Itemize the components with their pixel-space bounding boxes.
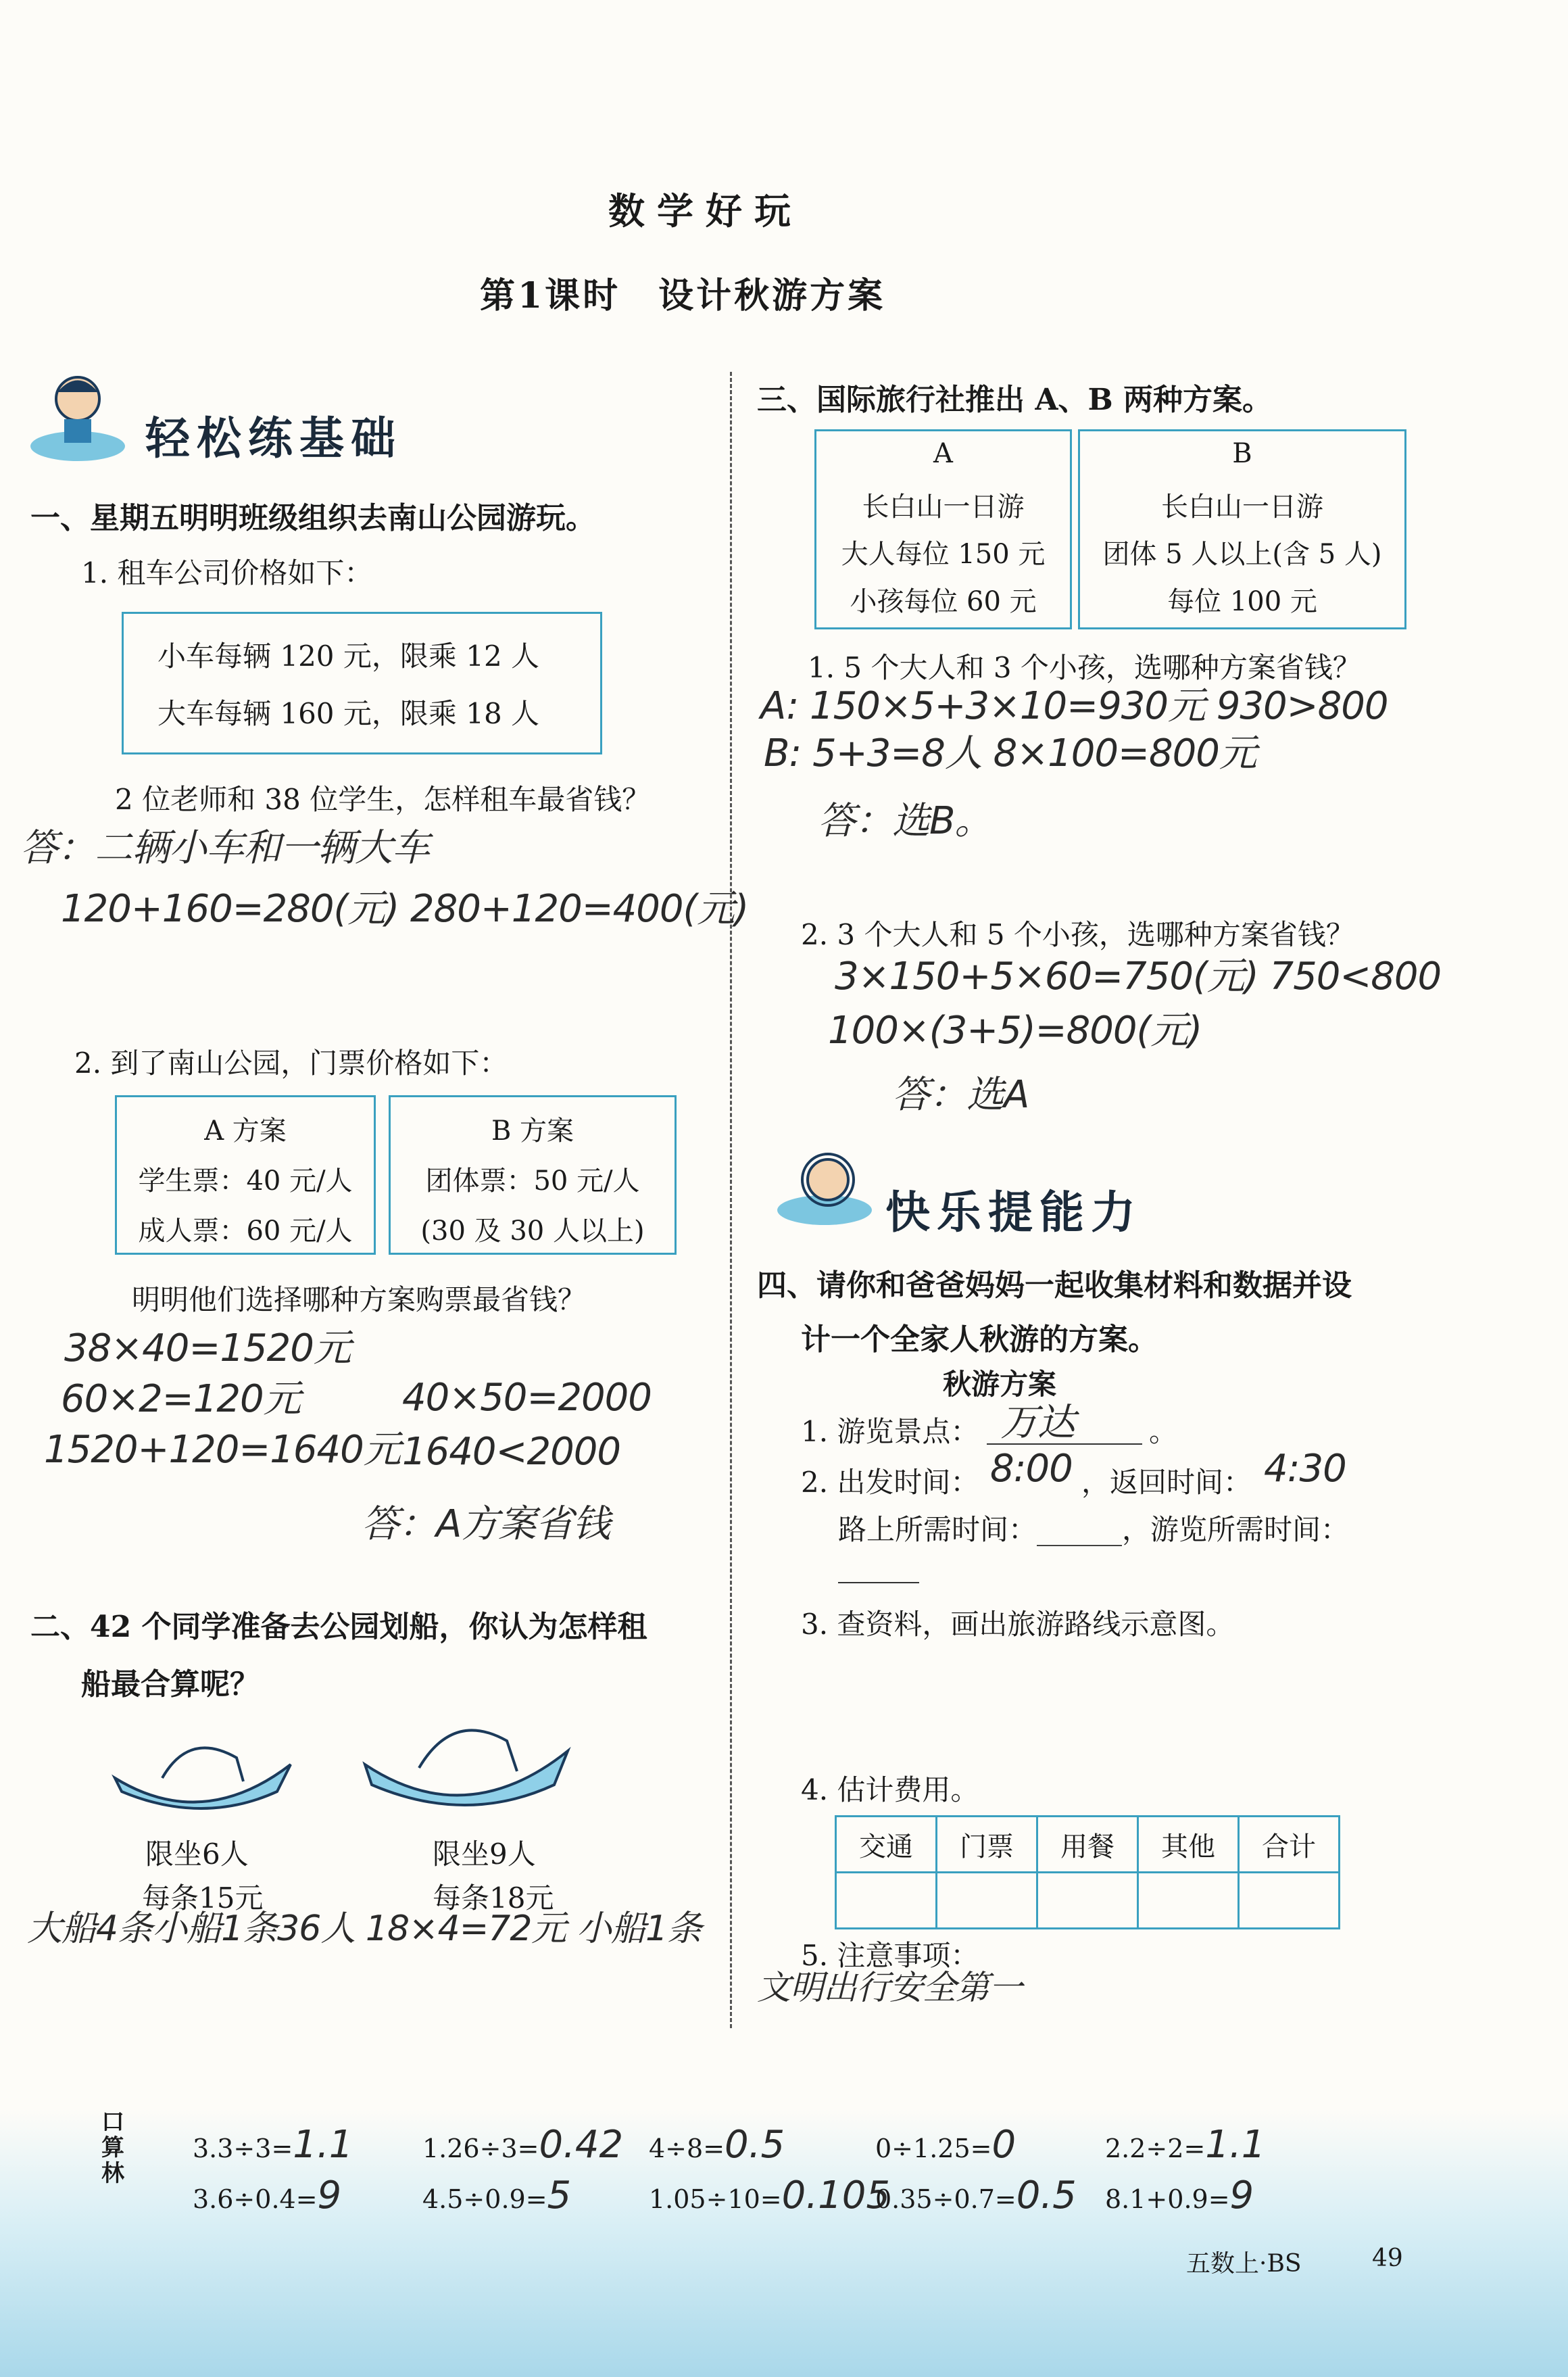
boat-large-price: 每条18元 (433, 1881, 554, 1915)
handwritten-answer: 120+160=280(元) 280+120=400(元) (61, 887, 749, 931)
item-4: 4. 估计费用。 (801, 1773, 979, 1806)
mascot-spaceship-icon (764, 1143, 879, 1237)
item-2c: 路上所需时间：______，游览所需时间： (838, 1513, 1350, 1546)
fee-header: 门票 (937, 1817, 1037, 1873)
q3-heading: 三、国际旅行社推出 A、B 两种方案。 (757, 383, 1272, 417)
car-price-box (122, 612, 602, 754)
handwritten-answer: 答：选A (892, 1073, 1029, 1117)
page-number: 49 (1372, 2244, 1403, 2272)
car-big-price: 大车每辆 160 元，限乘 18 人 (157, 697, 540, 730)
q2-heading: 二、42 个同学准备去公园划船，你认为怎样租 (30, 1610, 647, 1644)
plan-a-student: 学生票：40 元/人 (138, 1166, 353, 1197)
page-title: 数学好玩 (608, 189, 803, 233)
calc-label: 口算林 (101, 2109, 124, 2187)
calc-item: 3.3÷3=1.1 (193, 2123, 353, 2167)
q1-heading: 一、星期五明明班级组织去南山公园游玩。 (30, 501, 595, 535)
car-small-price: 小车每辆 120 元，限乘 12 人 (157, 640, 540, 673)
fee-header: 用餐 (1037, 1817, 1138, 1873)
handwritten-answer: 40×50=2000 (402, 1376, 652, 1420)
fee-cell[interactable] (1138, 1873, 1239, 1929)
fee-cell[interactable] (836, 1873, 937, 1929)
plan-b-box (389, 1095, 677, 1255)
q2-heading-cont: 船最合算呢？ (81, 1667, 260, 1702)
fee-header: 合计 (1239, 1817, 1340, 1873)
calc-item: 1.26÷3=0.42 (422, 2123, 624, 2167)
plan-a-adult: 成人票：60 元/人 (138, 1216, 353, 1247)
calc-item: 0.35÷0.7=0.5 (875, 2174, 1077, 2217)
punctuation: 。 (1149, 1415, 1178, 1448)
fee-cell[interactable] (937, 1873, 1037, 1929)
handwritten-answer: 答：选B。 (818, 799, 992, 843)
blank-line (987, 1443, 1142, 1445)
tour-b-title: B (1232, 438, 1252, 469)
handwritten-answer: 38×40=1520元 (64, 1326, 351, 1370)
plan-b-title: B 方案 (491, 1115, 574, 1147)
item-3: 3. 查资料，画出旅游路线示意图。 (801, 1608, 1235, 1641)
handwritten-answer: 答：A方案省钱 (362, 1502, 610, 1546)
mascot-boy-icon (27, 365, 128, 466)
tour-a-box (814, 429, 1072, 629)
q4-heading-cont: 计一个全家人秋游的方案。 (801, 1322, 1158, 1357)
fee-header: 交通 (836, 1817, 937, 1873)
handwritten-answer: A: 150×5+3×10=930元 930>800 (760, 684, 1388, 728)
blank-line (838, 1582, 919, 1583)
fee-cell[interactable] (1239, 1873, 1340, 1929)
handwritten-answer: 1640<2000 (402, 1430, 620, 1474)
calc-item: 3.6÷0.4=9 (193, 2174, 342, 2217)
boat-large-icon (358, 1704, 574, 1825)
item-2a: 2. 出发时间： (801, 1466, 979, 1499)
badge-advance: 快乐提能力 (885, 1186, 1142, 1239)
tour-a-name: 长白山一日游 (862, 491, 1025, 523)
q1-part2-question: 明明他们选择哪种方案购票最省钱？ (132, 1283, 587, 1316)
handwritten-answer: 100×(3+5)=800(元) (828, 1009, 1202, 1053)
boat-large-capacity: 限坐9人 (433, 1838, 536, 1871)
book-label: 五数上·BS (1186, 2250, 1302, 2278)
plan-a-title: A 方案 (204, 1115, 287, 1147)
handwritten-answer: 1520+120=1640元 (44, 1428, 401, 1472)
fee-cell[interactable] (1037, 1873, 1138, 1929)
item-5: 5. 注意事项： (801, 1939, 979, 1972)
handwritten-answer: 文明出行安全第一 (757, 1968, 1022, 2007)
tour-b-box (1078, 429, 1406, 629)
handwritten-answer: 4:30 (1264, 1447, 1346, 1491)
tour-b-price: 每位 100 元 (1167, 586, 1317, 617)
column-divider (730, 372, 732, 2028)
q3-sub2: 2. 3 个大人和 5 个小孩，选哪种方案省钱？ (801, 918, 1354, 951)
handwritten-answer: 60×2=120元 (61, 1377, 301, 1421)
q4-heading: 四、请你和爸爸妈妈一起收集材料和数据并设 (757, 1268, 1352, 1303)
tour-b-name: 长白山一日游 (1161, 491, 1323, 523)
boat-small-icon (108, 1717, 297, 1825)
fee-header: 其他 (1138, 1817, 1239, 1873)
plan-title: 秋游方案 (943, 1368, 1057, 1401)
calc-item: 4÷8=0.5 (649, 2123, 785, 2167)
plan-b-group: 团体票：50 元/人 (425, 1166, 640, 1197)
boat-small-capacity: 限坐6人 (145, 1838, 249, 1871)
q1-part2: 2. 到了南山公园，门票价格如下： (74, 1047, 508, 1080)
boat-small-price: 每条15元 (142, 1881, 264, 1915)
calc-item: 4.5÷0.9=5 (422, 2174, 572, 2217)
tour-a-title: A (933, 438, 953, 469)
plan-b-condition: (30 及 30 人以上) (420, 1216, 645, 1247)
item-1: 1. 游览景点： (801, 1415, 979, 1448)
handwritten-answer: 大船4条小船1条36人 18×4=72元 小船1条 (27, 1908, 702, 1949)
calc-item: 2.2÷2=1.1 (1105, 2123, 1266, 2167)
calc-item: 0÷1.25=0 (875, 2123, 1016, 2167)
item-2b: ，返回时间： (1081, 1466, 1252, 1499)
calc-item: 8.1+0.9=9 (1105, 2174, 1254, 2217)
fee-table (835, 1815, 1340, 1929)
tour-a-child: 小孩每位 60 元 (850, 586, 1037, 617)
q3-sub1: 1. 5 个大人和 3 个小孩，选哪种方案省钱？ (808, 651, 1361, 684)
q1-part1: 1. 租车公司价格如下： (81, 556, 373, 590)
handwritten-answer: 3×150+5×60=750(元) 750<800 (835, 955, 1442, 999)
lesson-subtitle: 第1课时 设计秋游方案 (480, 275, 886, 316)
q1-part1-question: 2 位老师和 38 位学生，怎样租车最省钱？ (115, 783, 651, 816)
tour-a-adult: 大人每位 150 元 (841, 539, 1046, 570)
calc-item: 1.05÷10=0.105 (649, 2174, 890, 2217)
handwritten-answer: B: 5+3=8人 8×100=800元 (764, 731, 1256, 775)
handwritten-answer: 万达 (1000, 1401, 1075, 1445)
plan-a-box (115, 1095, 376, 1255)
handwritten-answer: 答：二辆小车和一辆大车 (20, 826, 429, 870)
badge-basic: 轻松练基础 (145, 412, 402, 464)
handwritten-answer: 8:00 (990, 1447, 1073, 1491)
tour-b-group: 团体 5 人以上(含 5 人) (1102, 539, 1382, 570)
